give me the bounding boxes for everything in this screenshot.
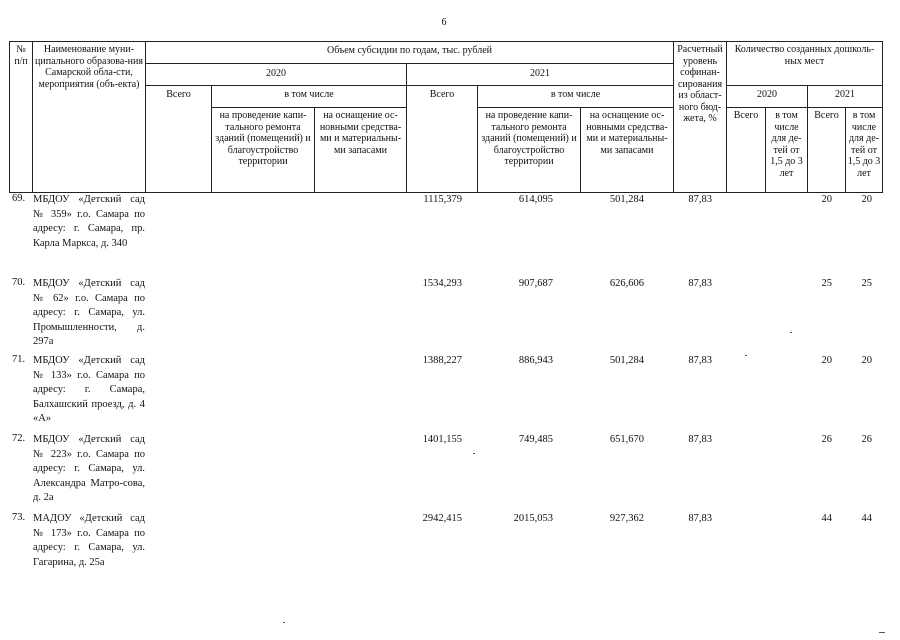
header-including-2020: в том числе bbox=[284, 89, 334, 100]
header-places-2020: 2020 bbox=[757, 89, 777, 100]
cofin-level: 87,83 bbox=[688, 513, 712, 524]
total-2021: 1534,293 bbox=[422, 278, 462, 289]
places-total-2021: 20 bbox=[821, 355, 832, 366]
row-number: 71. bbox=[12, 354, 26, 365]
places-total-2021: 44 bbox=[821, 513, 832, 524]
header-year-2020: 2020 bbox=[266, 68, 286, 79]
header-equipment-2020: на оснащение ос-новными средства-ми и материальны-ми запасами bbox=[319, 110, 402, 156]
places-young-2021: 20 bbox=[861, 194, 872, 205]
equipment-2021: 927,362 bbox=[609, 513, 644, 524]
header-places-total-2021: Всего bbox=[814, 110, 839, 121]
cofin-level: 87,83 bbox=[688, 355, 712, 366]
places-young-2021: 44 bbox=[861, 513, 872, 524]
row-number: 73. bbox=[12, 512, 26, 523]
equipment-2021: 501,284 bbox=[609, 194, 644, 205]
header-cofin: Расчетный уровень софинан-сирования из област-ного бюд-жета, % bbox=[677, 44, 723, 124]
row-number: 72. bbox=[12, 433, 26, 444]
row-name: МБДОУ «Детский сад № 359» г.о. Самара по адресу: г. Самара, пр. Карла Маркса, д. 340 bbox=[33, 194, 145, 249]
cofin-level: 87,83 bbox=[688, 434, 712, 445]
page-number: 6 bbox=[441, 17, 447, 28]
places-young-2021: 26 bbox=[861, 434, 872, 445]
scan-speck bbox=[473, 453, 475, 454]
places-young-2021: 25 bbox=[861, 278, 872, 289]
total-2021: 1388,227 bbox=[422, 355, 462, 366]
row-name: МБДОУ «Детский сад № 62» г.о. Самара по адресу: г. Самара, ул. Промышленности, д. 297а bbox=[33, 278, 145, 347]
header-subsidy: Объем субсидии по годам, тыс. рублей bbox=[327, 45, 492, 56]
places-total-2021: 26 bbox=[821, 434, 832, 445]
header-places-incl-2021: в том числе для де-тей от 1,5 до 3 лет bbox=[847, 110, 881, 179]
header-places-total-2020: Всего bbox=[733, 110, 759, 121]
header-places-2021: 2021 bbox=[835, 89, 855, 100]
row-name: МБДОУ «Детский сад № 223» г.о. Самара по адресу: г. Самара, ул. Александра Матро-сова, д. 2а bbox=[33, 434, 145, 503]
scan-speck bbox=[790, 332, 792, 333]
places-young-2021: 20 bbox=[861, 355, 872, 366]
scan-speck bbox=[879, 632, 885, 633]
header-places: Количество созданных дошколь-ных мест bbox=[734, 44, 875, 67]
places-total-2021: 20 bbox=[821, 194, 832, 205]
header-repair-2020: на проведение капи-тального ремонта зданий (помещений) и благоустройство территории bbox=[215, 110, 311, 167]
equipment-2021: 626,606 bbox=[609, 278, 644, 289]
total-2021: 1115,379 bbox=[423, 194, 462, 205]
header-total-2020: Всего bbox=[166, 89, 191, 100]
repair-2021: 749,485 bbox=[518, 434, 553, 445]
header-year-2021: 2021 bbox=[530, 68, 550, 79]
total-2021: 1401,155 bbox=[422, 434, 462, 445]
row-name: МБДОУ «Детский сад № 133» г.о. Самара по адресу: г. Самара, Балхашский проезд, д. 4 «А» bbox=[33, 355, 145, 424]
header-no: № п/п bbox=[14, 44, 28, 67]
header-total-2021: Всего bbox=[429, 89, 455, 100]
header-repair-2021: на проведение капи-тального ремонта зданий (помещений) и благоустройство территории bbox=[481, 110, 577, 167]
row-number: 69. bbox=[12, 193, 26, 204]
row-number: 70. bbox=[12, 277, 26, 288]
equipment-2021: 651,670 bbox=[609, 434, 644, 445]
repair-2021: 614,095 bbox=[518, 194, 553, 205]
repair-2021: 2015,053 bbox=[513, 513, 553, 524]
repair-2021: 907,687 bbox=[518, 278, 553, 289]
repair-2021: 886,943 bbox=[518, 355, 553, 366]
scan-speck bbox=[745, 355, 747, 356]
cofin-level: 87,83 bbox=[688, 278, 712, 289]
places-total-2021: 25 bbox=[821, 278, 832, 289]
header-places-incl-2020: в том числе для де-тей от 1,5 до 3 лет bbox=[770, 110, 803, 179]
header-name: Наименование муни-ципального образова-ния Самарской обла-сти, мероприятия (объ-екта) bbox=[35, 44, 143, 90]
total-2021: 2942,415 bbox=[422, 513, 462, 524]
header-equipment-2021: на оснащение ос-новными средства-ми и материальны-ми запасами bbox=[586, 110, 668, 156]
row-name: МАДОУ «Детский сад № 173» г.о. Самара по адресу: г. Самара, ул. Гагарина, д. 25а bbox=[33, 513, 145, 568]
header-including-2021: в том числе bbox=[550, 89, 601, 100]
scan-speck bbox=[283, 622, 285, 623]
equipment-2021: 501,284 bbox=[609, 355, 644, 366]
cofin-level: 87,83 bbox=[688, 194, 712, 205]
